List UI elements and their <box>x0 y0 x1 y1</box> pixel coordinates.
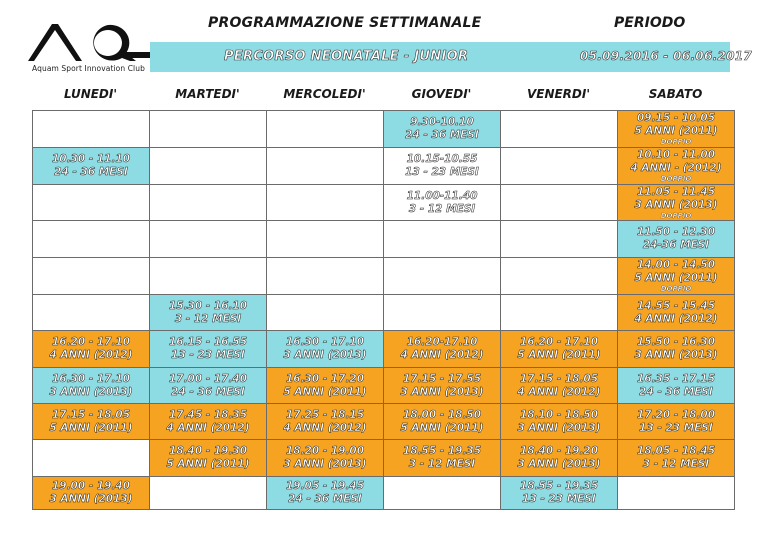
lesson-slot <box>266 403 384 440</box>
empty-slot <box>149 110 267 148</box>
slot-group: 13 - 23 MESI <box>522 493 596 505</box>
slot-time: 14.55 - 15.45 <box>636 299 716 312</box>
slot-time: 10.10 - 11.00 <box>636 149 716 161</box>
lesson-slot <box>500 439 618 477</box>
slot-note: DOPPIO <box>660 211 692 220</box>
lesson-slot <box>617 184 735 221</box>
schedule-grid <box>32 110 735 510</box>
slot-time: 17.20 - 18.00 <box>636 408 716 421</box>
slot-group: 4 ANNI - (2012) <box>630 162 722 174</box>
slot-group: 5 ANNI (2011) <box>634 272 718 284</box>
day-header-lunedi: LUNEDI' <box>63 87 118 101</box>
lesson-slot <box>383 147 501 185</box>
slot-group: 13 - 23 MESI <box>405 166 479 178</box>
lesson-slot <box>266 476 384 510</box>
slot-group: 24 - 36 MESI <box>405 129 479 141</box>
lesson-slot <box>383 110 501 148</box>
slot-group: 5 ANNI (2011) <box>166 458 250 470</box>
day-header-venerdi: VENERDI' <box>526 87 591 101</box>
course-banner <box>150 42 753 72</box>
slot-group: 4 ANNI (2012) <box>634 312 718 325</box>
empty-slot <box>266 294 384 331</box>
empty-slot <box>32 220 150 258</box>
lesson-slot <box>617 439 735 477</box>
empty-slot <box>500 110 618 148</box>
empty-slot <box>617 476 735 510</box>
slot-group: 3 ANNI (2013) <box>517 458 601 470</box>
slot-time: 17.15 - 17.55 <box>402 372 482 385</box>
empty-slot <box>32 184 150 221</box>
slot-group: 3 ANNI (2013) <box>634 349 718 361</box>
slot-time: 09.15 - 10.05 <box>636 112 716 124</box>
slot-group: 4 ANNI (2012) <box>283 421 367 434</box>
slot-group: 4 ANNI (2012) <box>517 385 601 398</box>
day-header-martedi: MARTEDI' <box>175 87 240 101</box>
lesson-slot <box>32 367 150 404</box>
slot-group: 3 ANNI (2013) <box>634 198 718 211</box>
empty-slot <box>266 257 384 295</box>
slot-time: 11.50 - 12.30 <box>636 226 716 238</box>
slot-group: 24 - 36 MESI <box>639 385 713 398</box>
course-name: PERCORSO NEONATALE - JUNIOR <box>224 49 469 64</box>
empty-slot <box>32 110 150 148</box>
slot-group: 24 - 36 MESI <box>54 166 128 178</box>
empty-slot <box>266 147 384 185</box>
empty-slot <box>383 220 501 258</box>
empty-slot <box>266 184 384 221</box>
slot-time: 16.30 - 17.10 <box>285 336 365 348</box>
slot-group: 3 - 12 MESI <box>642 458 710 470</box>
slot-time: 18.10 - 18.50 <box>519 408 599 421</box>
day-headers <box>32 87 735 107</box>
slot-group: 3 - 12 MESI <box>408 458 476 470</box>
lesson-slot <box>149 403 267 440</box>
empty-slot <box>149 184 267 221</box>
empty-slot <box>383 294 501 331</box>
empty-slot <box>383 257 501 295</box>
slot-time: 19.00 - 19.40 <box>51 480 131 492</box>
lesson-slot <box>617 110 735 148</box>
slot-group: 13 - 23 MESI <box>639 421 713 434</box>
slot-group: 5 ANNI (2011) <box>49 421 133 434</box>
lesson-slot <box>383 403 501 440</box>
slot-group: 13 - 23 MESI <box>171 349 245 361</box>
day-header-sabato: SABATO <box>648 87 703 101</box>
logo-subtitle: Aquam Sport Innovation Club <box>32 64 145 73</box>
empty-slot <box>32 439 150 477</box>
empty-slot <box>500 294 618 331</box>
slot-time: 16.30 - 17.10 <box>51 372 131 385</box>
slot-time: 19.05 - 19.45 <box>285 480 365 492</box>
lesson-slot <box>32 147 150 185</box>
slot-group: 3 - 12 MESI <box>408 202 476 215</box>
empty-slot <box>500 147 618 185</box>
empty-slot <box>149 257 267 295</box>
lesson-slot <box>617 257 735 295</box>
slot-time: 16.20 - 17.10 <box>519 336 599 348</box>
empty-slot <box>500 257 618 295</box>
day-header-giovedi: GIOVEDI' <box>411 87 472 101</box>
slot-group: 4 ANNI (2012) <box>400 349 484 361</box>
slot-time: 18.05 - 18.45 <box>636 445 716 457</box>
slot-time: 15.30 - 16.10 <box>168 299 248 312</box>
lesson-slot <box>383 367 501 404</box>
lesson-slot <box>617 367 735 404</box>
lesson-slot <box>617 294 735 331</box>
slot-time: 11.00-11.40 <box>406 189 478 202</box>
lesson-slot <box>383 439 501 477</box>
slot-time: 17.00 - 17.40 <box>168 372 248 385</box>
slot-group: 5 ANNI (2011) <box>283 385 367 398</box>
lesson-slot <box>617 147 735 185</box>
lesson-slot <box>149 367 267 404</box>
lesson-slot <box>266 439 384 477</box>
lesson-slot <box>149 330 267 368</box>
slot-time: 15.50 - 16.30 <box>636 336 716 348</box>
slot-group: 24-36 MESI <box>642 239 710 251</box>
slot-time: 18.00 - 18.50 <box>402 408 482 421</box>
slot-group: 3 ANNI (2013) <box>283 458 367 470</box>
period-dates: 05.09.2016 - 06.06.2017 <box>580 49 753 63</box>
empty-slot <box>266 220 384 258</box>
slot-group: 4 ANNI (2012) <box>49 349 133 361</box>
lesson-slot <box>500 330 618 368</box>
slot-group: 5 ANNI (2011) <box>400 421 484 434</box>
slot-time: 16.20 - 17.10 <box>51 336 131 348</box>
lesson-slot <box>383 330 501 368</box>
slot-time: 14.00 - 14.50 <box>636 259 716 271</box>
slot-time: 16.30 - 17.20 <box>285 372 365 385</box>
slot-note: DOPPIO <box>660 138 692 146</box>
lesson-slot <box>617 220 735 258</box>
lesson-slot <box>617 403 735 440</box>
empty-slot <box>32 294 150 331</box>
slot-time: 11.05 - 11.45 <box>636 185 716 198</box>
lesson-slot <box>32 476 150 510</box>
empty-slot <box>500 220 618 258</box>
slot-time: 18.20 - 19.00 <box>285 445 365 457</box>
period-label: PERIODO <box>614 15 686 31</box>
slot-time: 18.55 - 19.35 <box>519 480 599 492</box>
slot-group: 3 - 12 MESI <box>174 312 242 325</box>
lesson-slot <box>500 403 618 440</box>
slot-group: 24 - 36 MESI <box>171 385 245 398</box>
slot-group: 3 ANNI (2013) <box>283 349 367 361</box>
empty-slot <box>500 184 618 221</box>
slot-time: 18.40 - 19.30 <box>168 445 248 457</box>
empty-slot <box>266 110 384 148</box>
lesson-slot <box>617 330 735 368</box>
lesson-slot <box>32 403 150 440</box>
slot-group: 5 ANNI (2011) <box>517 349 601 361</box>
day-header-mercoledi: MERCOLEDI' <box>283 87 366 101</box>
logo <box>26 22 154 76</box>
lesson-slot <box>500 367 618 404</box>
empty-slot <box>32 257 150 295</box>
slot-time: 17.45 - 18.35 <box>168 408 248 421</box>
logo-mark <box>26 22 154 62</box>
lesson-slot <box>383 184 501 221</box>
slot-group: 3 ANNI (2013) <box>49 493 133 505</box>
empty-slot <box>149 147 267 185</box>
slot-group: 4 ANNI (2012) <box>166 421 250 434</box>
slot-time: 17.15 - 18.05 <box>519 372 599 385</box>
slot-note: DOPPIO <box>660 285 692 293</box>
page-title: PROGRAMMAZIONE SETTIMANALE <box>208 15 482 31</box>
slot-group: 3 ANNI (2013) <box>517 421 601 434</box>
empty-slot <box>383 476 501 510</box>
slot-time: 9.30-10.10 <box>410 116 474 128</box>
slot-time: 18.55 - 19.35 <box>402 445 482 457</box>
lesson-slot <box>32 330 150 368</box>
slot-group: 3 ANNI (2013) <box>400 385 484 398</box>
empty-slot <box>149 220 267 258</box>
lesson-slot <box>149 294 267 331</box>
lesson-slot <box>500 476 618 510</box>
slot-time: 17.25 - 18.15 <box>285 408 365 421</box>
slot-time: 10.15-10.55 <box>406 153 478 165</box>
slot-note: DOPPIO <box>660 175 692 183</box>
lesson-slot <box>266 367 384 404</box>
slot-time: 16.20-17.10 <box>406 336 478 348</box>
slot-group: 5 ANNI (2011) <box>634 125 718 137</box>
empty-slot <box>149 476 267 510</box>
slot-time: 16.35 - 17.15 <box>636 372 716 385</box>
slot-time: 18.40 - 19.20 <box>519 445 599 457</box>
lesson-slot <box>266 330 384 368</box>
slot-time: 10.30 - 11.10 <box>51 153 131 165</box>
slot-group: 3 ANNI (2013) <box>49 385 133 398</box>
slot-time: 16.15 - 16.55 <box>168 336 248 348</box>
slot-time: 17.15 - 18.05 <box>51 408 131 421</box>
lesson-slot <box>149 439 267 477</box>
slot-group: 24 - 36 MESI <box>288 493 362 505</box>
